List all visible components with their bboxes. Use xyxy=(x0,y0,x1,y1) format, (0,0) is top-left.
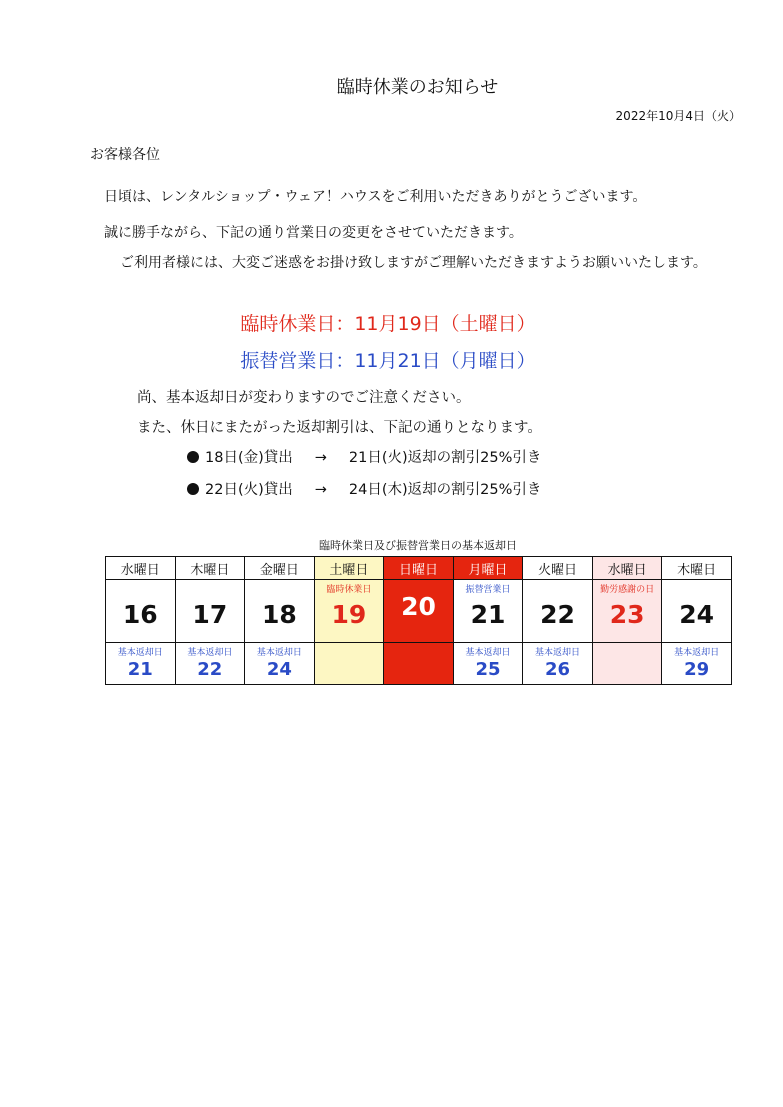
weekday-cell: 金曜日 xyxy=(245,557,315,580)
return-day: 21 xyxy=(127,659,153,680)
bullet-from: 22日(火)貸出 xyxy=(205,482,293,498)
return-label: 基本返却日 xyxy=(117,648,163,658)
salutation: お客様各位 xyxy=(90,147,160,163)
date-cell xyxy=(175,580,245,643)
bullet-to: 24日(木)返却の割引25%引き xyxy=(348,482,542,498)
return-cell xyxy=(523,643,593,685)
arrow-right-icon: → xyxy=(314,482,327,498)
calendar-table xyxy=(105,556,732,685)
note-discount: また、休日にまたがった返却割引は、下記の通りとなります。 xyxy=(137,420,542,436)
weekday-cell: 木曜日 xyxy=(175,557,245,580)
return-day: 25 xyxy=(475,659,501,680)
note-return-change: 尚、基本返却日が変わりますのでご注意ください。 xyxy=(137,390,471,406)
day-number: 21 xyxy=(470,600,506,629)
bullet-dot-icon xyxy=(187,483,199,495)
weekday-cell: 月曜日 xyxy=(453,557,523,580)
return-day: 26 xyxy=(545,659,571,680)
closed-day-note: 臨時休業日 xyxy=(326,585,372,595)
day-note xyxy=(662,584,731,600)
date-cell-sunday xyxy=(384,580,454,643)
day-number: 16 xyxy=(122,600,158,629)
date-cell-holiday xyxy=(592,580,662,643)
day-number: 20 xyxy=(401,592,436,621)
paragraph-greeting: 日頃は、レンタルショップ・ウェア！ハウスをご利用いただきありがとうございます。 xyxy=(104,189,647,205)
notice-date: 2022年10月4日（火） xyxy=(615,109,741,123)
date-cell-closed xyxy=(314,580,384,643)
date-row xyxy=(106,580,732,643)
return-label: 基本返却日 xyxy=(256,648,302,658)
date-cell xyxy=(523,580,593,643)
return-cell xyxy=(662,643,732,685)
holiday-note: 勤労感謝の日 xyxy=(600,585,655,595)
return-cell xyxy=(453,643,523,685)
substitute-day-note: 振替営業日 xyxy=(465,585,511,595)
return-label: 基本返却日 xyxy=(465,648,511,658)
bullet-from: 18日(金)貸出 xyxy=(205,450,293,466)
day-note xyxy=(245,584,314,600)
arrow-right-icon: → xyxy=(314,450,327,466)
weekday-cell: 水曜日 xyxy=(592,557,662,580)
page-title: 臨時休業のお知らせ xyxy=(336,77,499,98)
return-cell-empty xyxy=(384,643,454,685)
date-cell xyxy=(662,580,732,643)
bullet-item xyxy=(187,478,541,499)
bullet-to: 21日(火)返却の割引25%引き xyxy=(348,450,542,466)
return-label: 基本返却日 xyxy=(535,648,581,658)
day-number: 18 xyxy=(261,600,297,629)
weekday-cell: 日曜日 xyxy=(384,557,454,580)
return-day: 24 xyxy=(266,659,292,680)
weekday-cell: 火曜日 xyxy=(523,557,593,580)
table-caption: 臨時休業日及び振替営業日の基本返却日 xyxy=(319,539,517,552)
return-day: 29 xyxy=(684,659,710,680)
return-day: 22 xyxy=(197,659,223,680)
return-row xyxy=(106,643,732,685)
return-label: 基本返却日 xyxy=(187,648,233,658)
day-number: 24 xyxy=(679,600,715,629)
return-cell xyxy=(245,643,315,685)
date-cell xyxy=(106,580,176,643)
day-number: 17 xyxy=(192,600,228,629)
return-cell xyxy=(175,643,245,685)
day-note xyxy=(176,584,245,600)
weekday-cell: 水曜日 xyxy=(106,557,176,580)
weekday-row xyxy=(106,557,732,580)
paragraph-change: 誠に勝手ながら、下記の通り営業日の変更をさせていただきます。 xyxy=(104,225,523,241)
day-number: 19 xyxy=(331,600,367,629)
return-cell-empty xyxy=(314,643,384,685)
day-number: 22 xyxy=(540,600,575,629)
substitute-day-heading: 振替営業日：11月21日（月曜日） xyxy=(240,350,536,372)
closed-day-heading: 臨時休業日：11月19日（土曜日） xyxy=(240,313,536,335)
weekday-cell: 木曜日 xyxy=(662,557,732,580)
return-cell xyxy=(106,643,176,685)
return-label: 基本返却日 xyxy=(674,648,720,658)
date-cell xyxy=(245,580,315,643)
paragraph-apology: ご利用者様には、大変ご迷惑をお掛け致しますがご理解いただきますようお願いいたします。 xyxy=(120,255,707,271)
weekday-cell: 土曜日 xyxy=(314,557,384,580)
bullet-dot-icon xyxy=(187,451,199,463)
bullet-item xyxy=(187,446,541,467)
day-note xyxy=(106,584,175,600)
date-cell-substitute xyxy=(453,580,523,643)
day-note xyxy=(523,584,592,600)
return-cell-empty xyxy=(592,643,662,685)
day-number: 23 xyxy=(609,600,645,629)
